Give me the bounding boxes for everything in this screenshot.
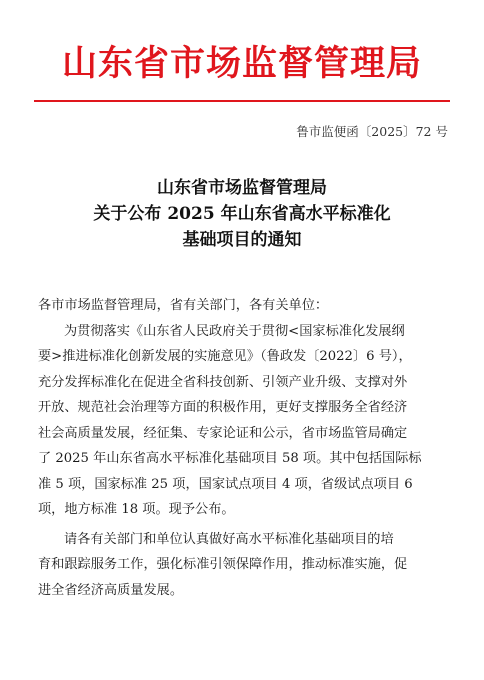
document-body	[38, 293, 448, 603]
salutation: 各市市场监督管理局，省有关部门，各有关单位：	[38, 298, 329, 313]
body-line: 了 2025 年山东省高水平标准化基础项目 58 项。其中包括国际标	[38, 451, 422, 466]
body-line: 社会高质量发展，经征集、专家论证和公示，省市场监管局确定	[38, 425, 408, 441]
body-line: 准 5 项，国家标准 25 项，国家试点项目 4 项，省级试点项目 6	[38, 476, 413, 492]
title-line: 基础项目的通知	[182, 230, 302, 250]
document-number: 鲁市监便函〔2025〕72 号	[296, 124, 448, 139]
title-line: 关于公布 2025 年山东省高水平标准化	[93, 204, 391, 224]
body-line: 开放、规范社会治理等方面的积极作用，更好支撑服务全省经济	[38, 400, 408, 415]
body-line: 充分发挥标准化在促进全省科技创新、引领产业升级、支撑对外	[38, 374, 408, 390]
title-line: 山东省市场监督管理局	[157, 178, 327, 198]
body-line: 为贯彻落实《山东省人民政府关于贯彻<国家标准化发展纲	[64, 323, 405, 339]
body-line: 项，地方标准 18 项。现予公布。	[38, 502, 235, 517]
paragraph-1	[38, 319, 448, 523]
org-header: 山东省市场监督管理局	[61, 43, 422, 84]
body-line: 进全省经济高质量发展。	[38, 582, 184, 598]
body-line: 要>推进标准化创新发展的实施意见》（鲁政发〔2022〕6 号），	[38, 349, 412, 364]
paragraph-2	[38, 527, 448, 604]
document-title	[0, 175, 484, 253]
body-line: 请各有关部门和单位认真做好高水平标准化基础项目的培	[64, 531, 394, 547]
red-divider	[34, 100, 450, 102]
body-line: 育和跟踪服务工作，强化标准引领保障作用，推动标准实施，促	[38, 557, 408, 572]
